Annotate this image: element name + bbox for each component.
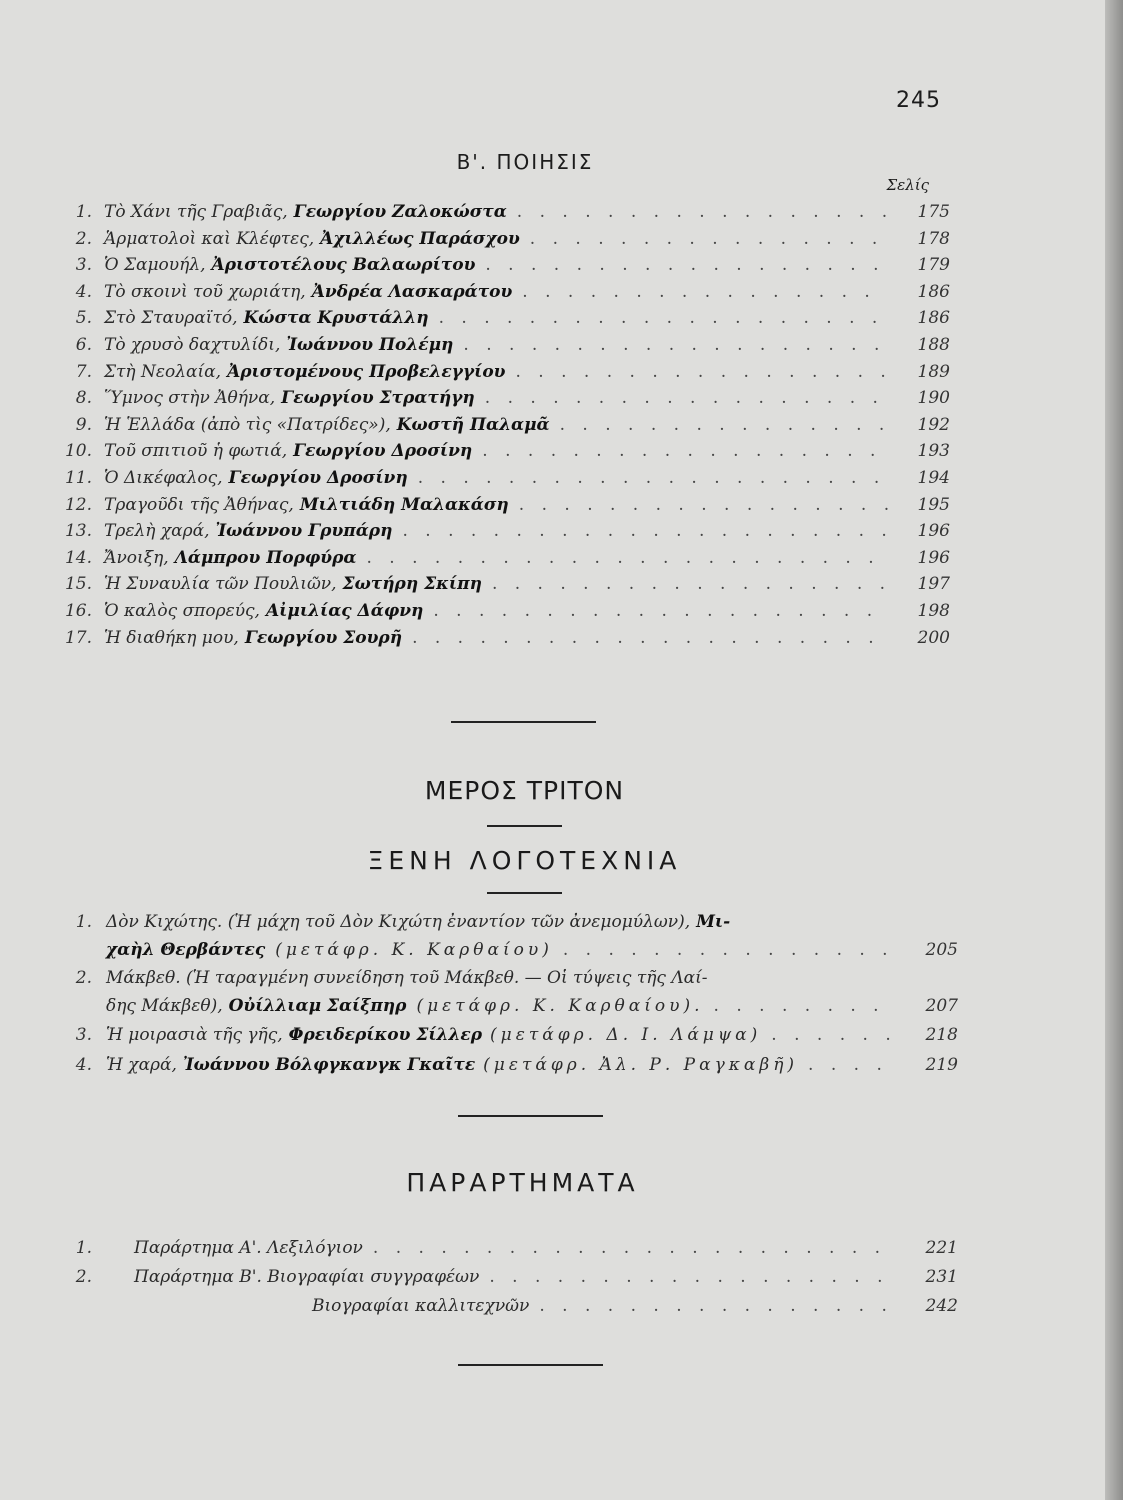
toc-item[interactable] xyxy=(46,601,950,625)
page-number: 245 xyxy=(896,88,941,113)
item-page: 190 xyxy=(917,388,950,409)
item-page: 231 xyxy=(925,1267,958,1287)
item-translator: (μετάφρ. Δ. Ι. Λάμψα) xyxy=(490,1025,762,1045)
item-number: 1. xyxy=(75,202,92,222)
page-column-header: Σελίς xyxy=(886,176,929,194)
item-author: Γεωργίου Σουρῆ xyxy=(244,627,403,648)
item-author: Ἰωάννου Γρυπάρη xyxy=(215,521,393,542)
item-title: Στὸ Σταυραϊτό, xyxy=(104,308,238,329)
toc-item[interactable] xyxy=(46,362,950,386)
item-author: Ἰωάννου Πολέμη xyxy=(286,335,454,355)
item-page: 198 xyxy=(917,601,950,621)
foreign-literature-heading: ΞΕΝΗ ΛΟΓΟΤΕΧΝΙΑ xyxy=(367,846,682,875)
leader-dots xyxy=(433,601,888,621)
item-title: Ὁ Σαμουήλ, xyxy=(104,255,206,276)
item-title: Ἁρματολοὶ καὶ Κλέφτες, xyxy=(104,228,315,249)
item-page: 196 xyxy=(917,521,950,542)
item-number: 4. xyxy=(75,1055,92,1075)
item-title: Τὸ Χάνι τῆς Γραβιᾶς, xyxy=(104,202,288,222)
item-number: 11. xyxy=(64,468,92,488)
item-title: Ἡ διαθήκη μου, xyxy=(104,627,239,648)
leader-dots xyxy=(714,996,896,1016)
toc-item[interactable] xyxy=(46,574,950,598)
item-number: 3. xyxy=(75,1025,92,1045)
item-title: Ἡ Συναυλία τῶν Πουλιῶν, xyxy=(104,574,337,595)
leader-dots xyxy=(515,362,888,382)
item-number: 17. xyxy=(64,627,92,648)
leader-dots xyxy=(463,335,888,355)
item-title: Τοῦ σπιτιοῦ ἡ φωτιά, xyxy=(104,441,288,462)
item-page: 178 xyxy=(917,228,950,249)
item-author: Ἀχιλλέως Παράσχου xyxy=(320,228,520,249)
item-number: 5. xyxy=(75,308,92,329)
item-author: Οὐίλλιαμ Σαίξπηρ xyxy=(228,996,407,1016)
item-number: 7. xyxy=(75,361,92,382)
item-author: Μι- xyxy=(696,912,731,932)
item-page: 242 xyxy=(925,1296,958,1316)
item-title: Τραγοῦδι τῆς Ἀθήνας, xyxy=(104,494,294,515)
section-title-poetry: Β'. ΠΟΙΗΣΙΣ xyxy=(456,150,594,174)
list-item-continuation[interactable] xyxy=(106,996,958,1016)
item-author: Ἀριστομένους Προβελεγγίου xyxy=(227,361,506,382)
item-title: Τρελὴ χαρά, xyxy=(104,521,210,542)
item-number: 12. xyxy=(64,494,92,515)
item-page: 219 xyxy=(925,1055,958,1075)
divider xyxy=(487,892,562,894)
divider xyxy=(458,1364,603,1366)
leader-dots xyxy=(530,229,888,249)
leader-dots xyxy=(563,940,896,960)
divider xyxy=(458,1115,603,1117)
item-title: Ἡ Ἑλλάδα (ἀπὸ τὶς «Πατρίδες»), xyxy=(104,414,391,435)
item-author: Γεωργίου Δροσίνη xyxy=(228,468,408,488)
appendix-item[interactable] xyxy=(46,1267,958,1291)
list-item[interactable] xyxy=(46,1025,958,1045)
toc-item[interactable] xyxy=(46,441,950,465)
item-title: Ἡ μοιρασιὰ τῆς γῆς, xyxy=(106,1025,283,1045)
item-author: Γεωργίου Ζαλοκώστα xyxy=(293,202,507,222)
toc-item[interactable] xyxy=(46,255,950,279)
item-page: 193 xyxy=(917,441,950,462)
toc-item[interactable] xyxy=(46,335,950,359)
item-translator: (μετάφρ. Κ. Καρθαίου). xyxy=(416,996,704,1016)
list-item[interactable] xyxy=(46,968,708,988)
leader-dots xyxy=(519,495,888,515)
divider xyxy=(451,721,596,723)
item-title: Παράρτημα Β'. Βιογραφίαι συγγραφέων xyxy=(134,1267,480,1287)
item-author: Ἀριστοτέλους Βαλαωρίτου xyxy=(211,255,476,276)
leader-dots xyxy=(418,468,888,488)
item-title: Ὁ Δικέφαλος, xyxy=(104,468,223,488)
item-page: 195 xyxy=(917,494,950,515)
toc-item[interactable] xyxy=(46,388,950,412)
item-number: 1. xyxy=(75,912,92,932)
item-number: 9. xyxy=(75,414,92,435)
toc-item[interactable] xyxy=(46,468,950,492)
appendix-item[interactable] xyxy=(46,1238,958,1262)
item-author: Ἀνδρέα Λασκαράτου xyxy=(311,281,513,302)
leader-dots xyxy=(808,1055,896,1075)
appendix-item[interactable] xyxy=(46,1296,958,1320)
item-author: Φρειδερίκου Σίλλερ xyxy=(288,1025,483,1045)
appendices-heading: ΠΑΡΑΡΤΗΜΑΤΑ xyxy=(406,1168,639,1197)
leader-dots xyxy=(439,308,888,328)
item-page: 188 xyxy=(917,335,950,355)
item-title: Ἡ χαρά, xyxy=(106,1055,177,1075)
leader-dots xyxy=(771,1025,896,1045)
item-title: Μάκβεθ. (Ἡ ταραγμένη συνείδηση τοῦ Μάκβεθ. — Οἱ τύψεις τῆς Λαί- xyxy=(106,968,708,988)
item-page: 218 xyxy=(925,1025,958,1045)
leader-dots xyxy=(560,415,888,435)
item-title: Δὸν Κιχώτης. (Ἡ μάχη τοῦ Δὸν Κιχώτη ἐναντίον τῶν ἀνεμομύλων), xyxy=(106,912,691,932)
item-author: χαὴλ Θερβάντες xyxy=(106,940,266,960)
list-item[interactable] xyxy=(46,1055,958,1075)
leader-dots xyxy=(485,388,888,408)
leader-dots xyxy=(412,628,888,648)
leader-dots xyxy=(485,255,888,275)
item-author: Μιλτιάδη Μαλακάση xyxy=(299,494,509,515)
list-item-continuation[interactable] xyxy=(106,940,958,960)
item-page: 205 xyxy=(925,940,958,960)
item-number: 14. xyxy=(64,547,92,568)
item-number: 13. xyxy=(64,521,92,542)
item-number: 6. xyxy=(75,335,92,355)
item-number: 15. xyxy=(64,574,92,595)
item-author: Λάμπρου Πορφύρα xyxy=(174,547,357,568)
item-translator: (μετάφρ. Κ. Καρθαίου) xyxy=(275,940,553,960)
toc-item[interactable] xyxy=(46,308,950,332)
item-number: 3. xyxy=(75,255,92,276)
item-page: 175 xyxy=(917,202,950,222)
item-title: Τὸ χρυσὸ δαχτυλίδι, xyxy=(104,335,281,355)
item-title: Ὕμνος στὴν Ἀθήνα, xyxy=(104,388,276,409)
toc-item[interactable] xyxy=(46,548,950,572)
leader-dots xyxy=(517,202,888,222)
item-page: 196 xyxy=(917,547,950,568)
item-translator: (μετάφρ. Ἀλ. Ρ. Ραγκαβῆ) xyxy=(483,1055,799,1075)
item-title: δης Μάκβεθ), xyxy=(106,996,223,1016)
leader-dots xyxy=(492,574,888,594)
toc-item[interactable] xyxy=(46,415,950,439)
part-three-heading: ΜΕΡΟΣ ΤΡΙΤΟΝ xyxy=(424,776,625,805)
item-number: 4. xyxy=(75,281,92,302)
item-number: 1. xyxy=(75,1238,92,1258)
toc-item[interactable] xyxy=(46,202,950,226)
item-title: Παράρτημα Α'. Λεξιλόγιον xyxy=(134,1238,363,1258)
item-number: 2. xyxy=(75,968,92,988)
item-author: Ἰωάννου Βόλφγκανγκ Γκαῖτε xyxy=(182,1055,476,1075)
item-title: Στὴ Νεολαία, xyxy=(104,361,222,382)
item-number: 16. xyxy=(64,601,92,621)
leader-dots xyxy=(373,1238,896,1258)
leader-dots xyxy=(522,282,888,302)
divider xyxy=(487,825,562,827)
toc-item[interactable] xyxy=(46,282,950,306)
toc-item[interactable] xyxy=(46,628,950,652)
item-title: Ἄνοιξη, xyxy=(104,547,169,568)
item-author: Αἰμιλίας Δάφνη xyxy=(265,601,424,621)
leader-dots xyxy=(482,441,888,461)
item-number: 2. xyxy=(75,228,92,249)
leader-dots xyxy=(539,1296,896,1316)
item-title: Βιογραφίαι καλλιτεχνῶν xyxy=(312,1296,530,1316)
item-page: 207 xyxy=(925,996,958,1016)
leader-dots xyxy=(489,1267,896,1287)
item-page: 186 xyxy=(917,308,950,329)
item-page: 189 xyxy=(917,361,950,382)
item-author: Κωστῆ Παλαμᾶ xyxy=(396,414,550,435)
item-author: Γεωργίου Δροσίνη xyxy=(293,441,473,462)
list-item[interactable] xyxy=(46,912,730,932)
item-author: Γεωργίου Στρατήγη xyxy=(281,388,475,409)
toc-item[interactable] xyxy=(46,521,950,545)
item-page: 200 xyxy=(917,627,950,648)
item-page: 194 xyxy=(917,468,950,488)
item-page: 221 xyxy=(925,1238,958,1258)
item-number: 2. xyxy=(75,1267,92,1287)
toc-item[interactable] xyxy=(46,229,950,253)
item-author: Κώστα Κρυστάλλη xyxy=(243,308,429,329)
leader-dots xyxy=(366,548,888,568)
book-gutter xyxy=(1105,0,1123,1500)
item-page: 192 xyxy=(917,414,950,435)
item-page: 186 xyxy=(917,281,950,302)
item-page: 197 xyxy=(917,574,950,595)
item-page: 179 xyxy=(917,255,950,276)
item-number: 10. xyxy=(64,441,92,462)
leader-dots xyxy=(402,521,888,541)
toc-item[interactable] xyxy=(46,495,950,519)
item-title: Ὁ καλὸς σπορεύς, xyxy=(104,601,260,621)
item-author: Σωτήρη Σκίπη xyxy=(342,574,482,595)
item-number: 8. xyxy=(75,388,92,409)
item-title: Τὸ σκοινὶ τοῦ χωριάτη, xyxy=(104,281,306,302)
